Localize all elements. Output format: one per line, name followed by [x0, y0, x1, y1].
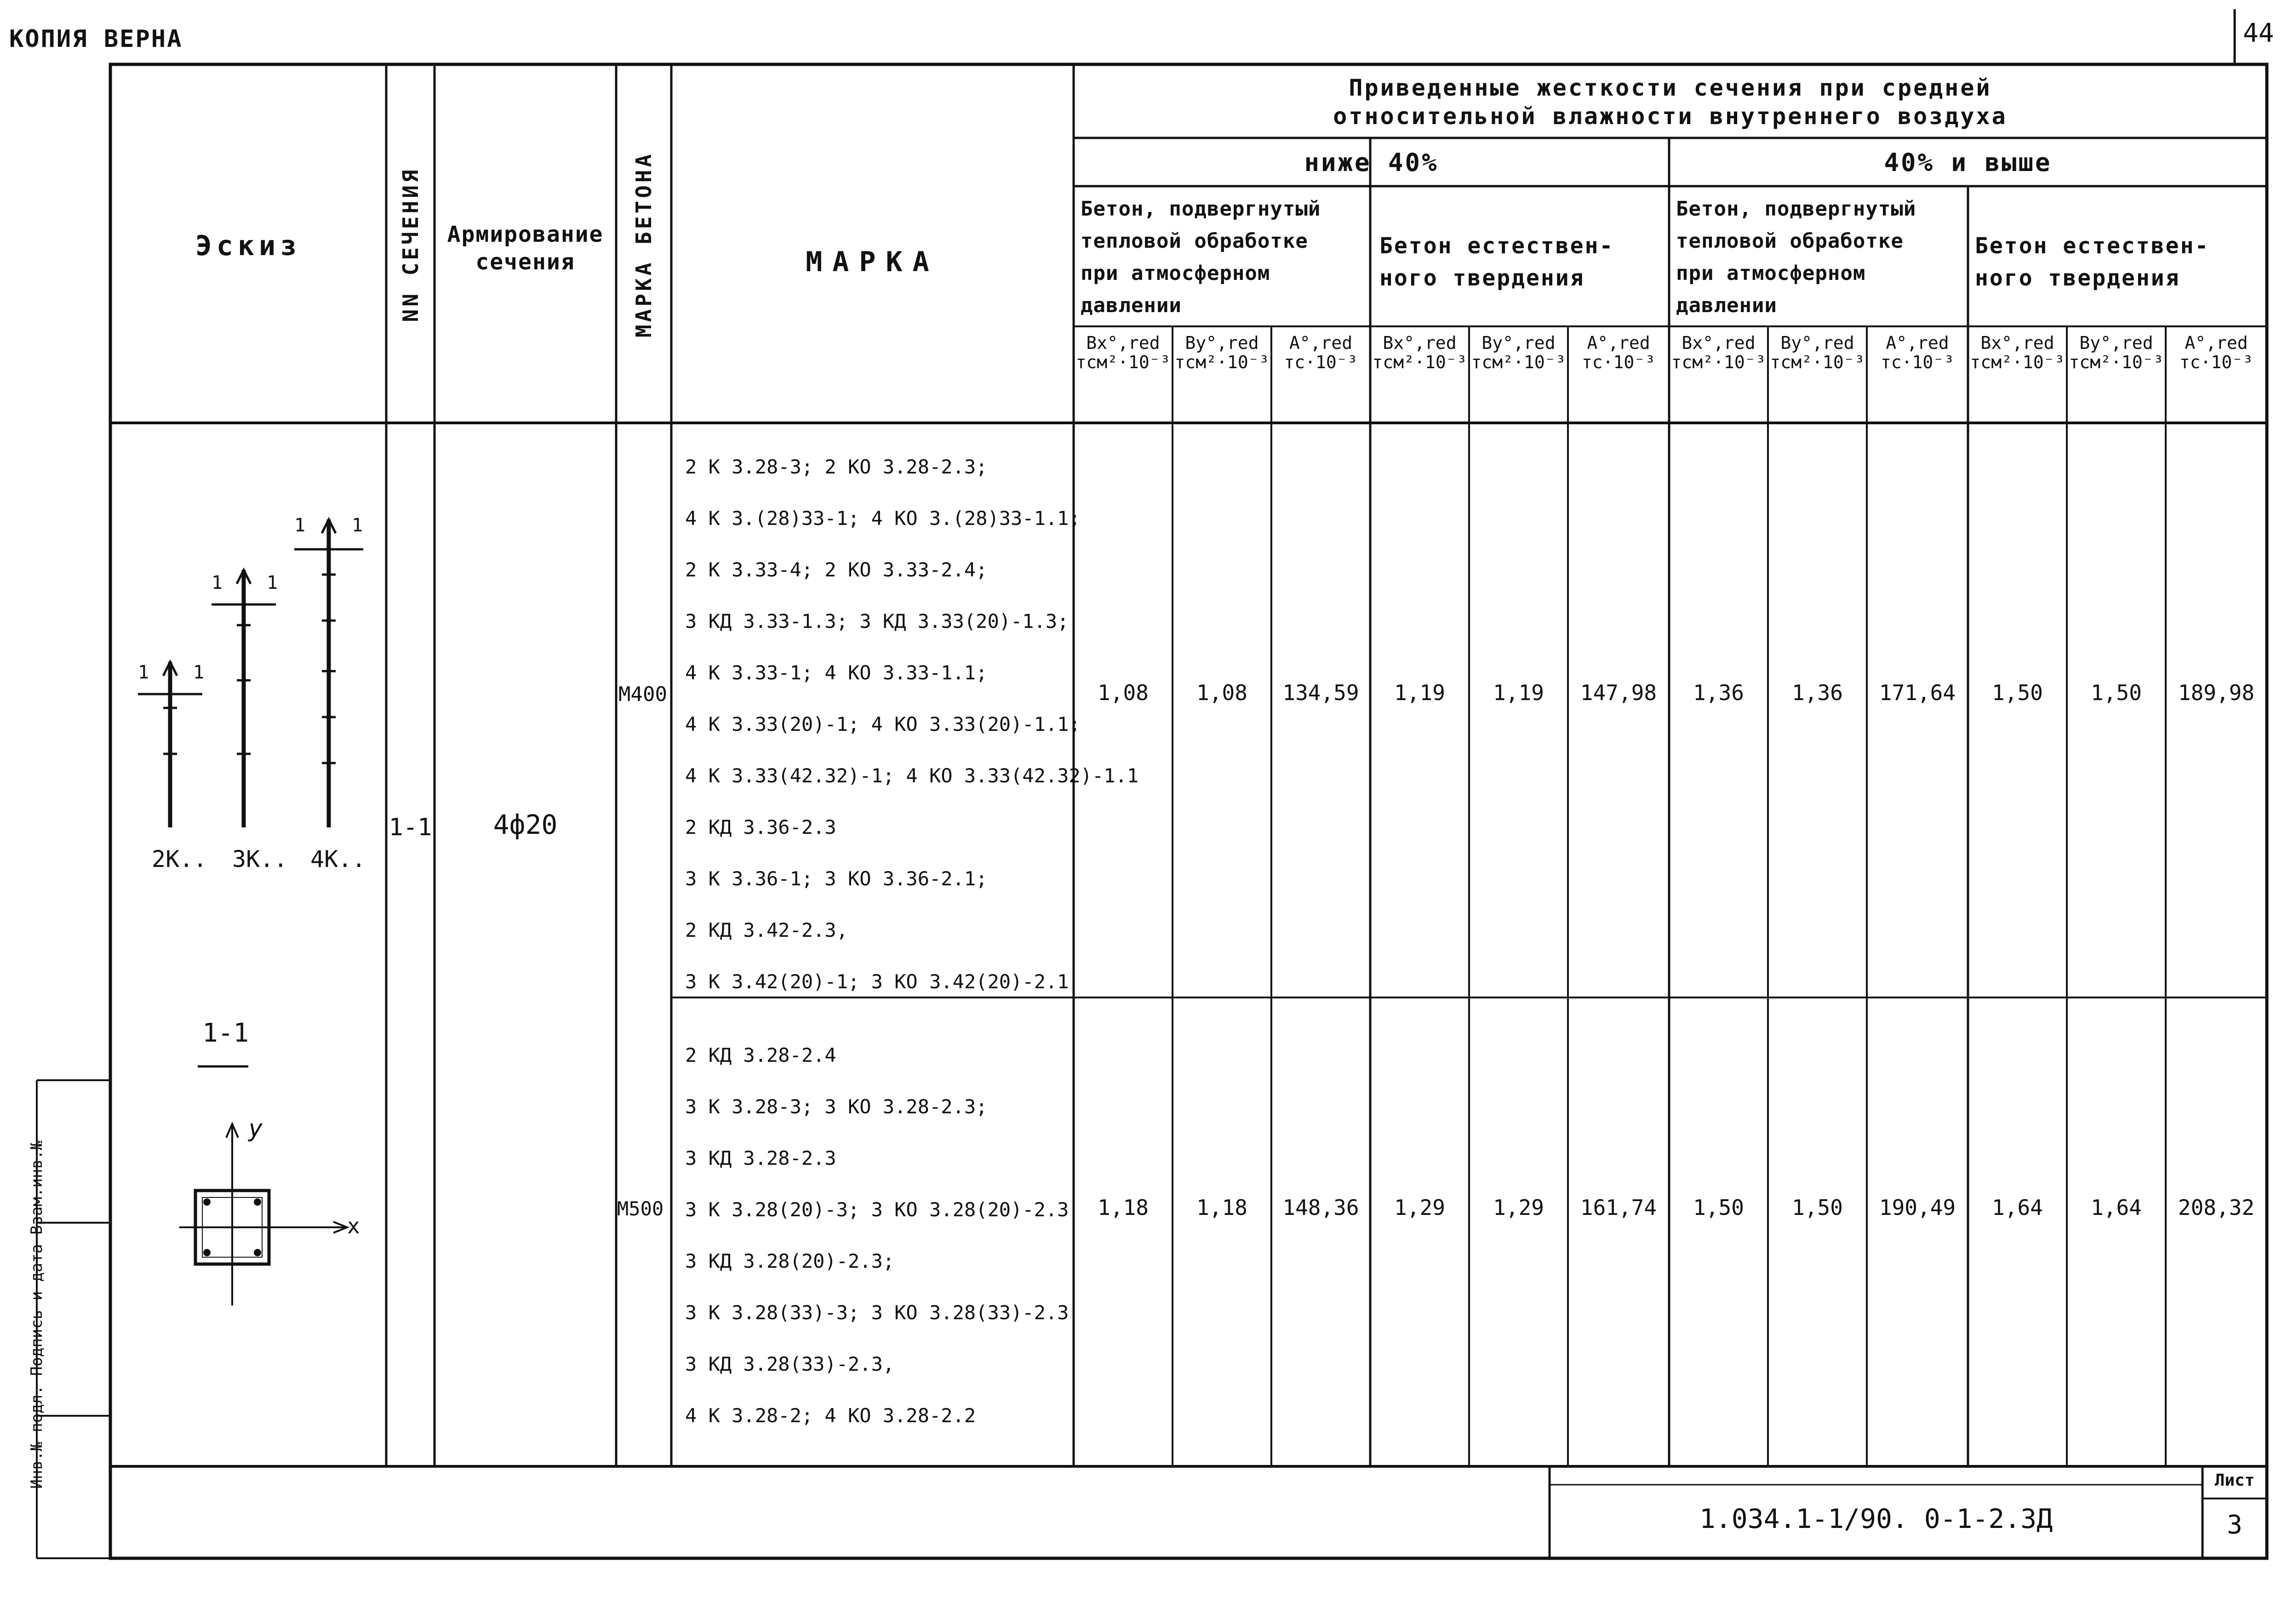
row-1-mark: 2 КД 3.42-2.3, — [685, 919, 848, 941]
subheader-heat-low-line-1: Бетон, подвергнутый — [1081, 197, 1321, 221]
row-1-grade: М400 — [618, 683, 667, 706]
subheader-heat-treated-high — [1676, 193, 1968, 322]
unit-cell: By°,red тсм²·10⁻³ — [2069, 333, 2164, 372]
row-2-value: 161,74 — [1580, 1195, 1657, 1220]
stamp-copy-true: КОПИЯ ВЕРНА — [9, 25, 183, 53]
page-corner-number: 44 — [2243, 18, 2274, 48]
row-1-value: 1,50 — [2091, 680, 2142, 705]
header-concrete-grade: МАРКА БЕТОНА — [631, 151, 656, 338]
row-2-value: 1,50 — [1792, 1195, 1843, 1220]
subheader-natural-low-line-2: ного твердения — [1379, 265, 1585, 291]
row-1-value: 147,98 — [1580, 680, 1657, 705]
unit-cell: By°,red тсм²·10⁻³ — [1770, 333, 1865, 372]
sketch-mark-3k: 1 — [212, 572, 223, 593]
row-1-mark: 3 К 3.42(20)-1; 3 КО 3.42(20)-2.1 — [685, 970, 1069, 993]
section-title: 1-1 — [202, 1018, 249, 1048]
row-1-mark: 2 КД 3.36-2.3 — [685, 816, 836, 838]
row-2-value: 1,50 — [1693, 1195, 1744, 1220]
subheader-heat-high-line-4: давлении — [1676, 294, 1777, 317]
row-1-mark: 2 К 3.28-3; 2 КО 3.28-2.3; — [685, 456, 988, 478]
row-2-value: 190,49 — [1879, 1195, 1956, 1220]
header-main-title — [1074, 74, 2267, 131]
header-section-no: NN СЕЧЕНИЯ — [398, 167, 423, 322]
sketch-mark-2k: 1 — [138, 662, 149, 683]
header-reinforcement-line-1: Армирование — [447, 222, 604, 247]
row-2-mark: 3 К 3.28(20)-3; 3 КО 3.28(20)-2.3 — [685, 1198, 1069, 1221]
row-1-value: 1,19 — [1493, 680, 1544, 705]
document-code: 1.034.1-1/90. 0-1-2.3Д — [1699, 1503, 2053, 1534]
subheader-heat-low-line-4: давлении — [1081, 294, 1182, 317]
row-1-value: 171,64 — [1879, 680, 1956, 705]
subheader-natural-high — [1975, 230, 2267, 294]
unit-cell: A°,red тс·10⁻³ — [2179, 333, 2254, 372]
row-1-value: 1,36 — [1792, 680, 1843, 705]
sheet-number: 3 — [2227, 1510, 2242, 1540]
row-2-value: 1,18 — [1196, 1195, 1247, 1220]
subheader-heat-high-line-2: тепловой обработке — [1676, 229, 1904, 253]
row-1-mark: 3 КД 3.33-1.3; 3 КД 3.33(20)-1.3; — [685, 610, 1069, 633]
row-1-value: 1,50 — [1992, 680, 2043, 705]
row-2-mark: 4 К 3.28-2; 4 КО 3.28-2.2 — [685, 1404, 976, 1427]
row-2-mark: 3 КД 3.28-2.3 — [685, 1147, 836, 1169]
row-1-value: 1,08 — [1098, 680, 1149, 705]
row-2-value: 1,64 — [1992, 1195, 2043, 1220]
row-2-mark: 3 КД 3.28(33)-2.3, — [685, 1353, 895, 1375]
row-2-marks — [685, 1030, 1069, 1442]
sketch-mark-3k-r: 1 — [267, 572, 278, 593]
row-1-value: 1,36 — [1693, 680, 1744, 705]
sketch-mark-4k: 1 — [294, 515, 306, 536]
subheader-heat-treated-low — [1081, 193, 1370, 322]
row-2-value: 1,18 — [1098, 1195, 1149, 1220]
row-2-mark: 2 КД 3.28-2.4 — [685, 1044, 836, 1066]
subheader-heat-high-line-3: при атмосферном — [1676, 262, 1866, 285]
row-1-mark: 3 К 3.36-1; 3 КО 3.36-2.1; — [685, 867, 988, 890]
reinforcement-cell: 4ф20 — [493, 809, 558, 840]
row-1-mark: 4 К 3.33(42.32)-1; 4 КО 3.33(42.32)-1.1 — [685, 764, 1139, 787]
unit-cell: By°,red тсм²·10⁻³ — [1471, 333, 1566, 372]
axis-x-label: x — [347, 1214, 360, 1238]
row-1-mark: 4 К 3.33-1; 4 КО 3.33-1.1; — [685, 661, 988, 684]
section-detail — [179, 1124, 347, 1305]
sketch-label-2k: 2К.. — [152, 846, 207, 872]
row-1-mark: 2 К 3.33-4; 2 КО 3.33-2.4; — [685, 558, 988, 581]
subheader-natural-high-line-1: Бетон естествен- — [1975, 233, 2210, 259]
header-main-title-line-2: относительной влажности внутреннего воздуха — [1333, 103, 2008, 130]
unit-cell: Bx°,red тсм²·10⁻³ — [1075, 333, 1171, 372]
section-number-cell: 1-1 — [389, 814, 432, 841]
unit-cell: Bx°,red тсм²·10⁻³ — [1671, 333, 1766, 372]
subheader-natural-low — [1379, 230, 1669, 294]
sketch-mark-2k-r: 1 — [193, 662, 205, 683]
unit-cell: Bx°,red тсм²·10⁻³ — [1372, 333, 1467, 372]
row-2-grade: М500 — [617, 1197, 664, 1220]
sheet-label: Лист — [2214, 1471, 2255, 1490]
row-2-value: 208,32 — [2178, 1195, 2255, 1220]
row-2-mark: 3 КД 3.28(20)-2.3; — [685, 1250, 895, 1272]
row-1-value: 189,98 — [2178, 680, 2255, 705]
row-2-value: 148,36 — [1282, 1195, 1359, 1220]
sketch-label-4k: 4К.. — [310, 846, 366, 872]
row-2-value: 1,64 — [2091, 1195, 2142, 1220]
sketch-label-3k: 3К.. — [232, 846, 288, 872]
header-mark: МАРКА — [806, 246, 939, 278]
row-1-mark: 4 К 3.33(20)-1; 4 КО 3.33(20)-1.1; — [685, 713, 1081, 735]
unit-cell: A°,red тс·10⁻³ — [1581, 333, 1656, 372]
unit-cell: Bx°,red тсм²·10⁻³ — [1970, 333, 2065, 372]
axis-y-label: y — [248, 1115, 263, 1142]
unit-cell: By°,red тсм²·10⁻³ — [1174, 333, 1270, 372]
header-reinforcement-line-2: сечения — [475, 249, 575, 275]
subheader-natural-low-line-1: Бетон естествен- — [1379, 233, 1614, 259]
header-group-40-and-above: 40% и выше — [1884, 148, 2052, 177]
subheader-heat-low-line-2: тепловой обработке — [1081, 229, 1308, 253]
header-main-title-line-1: Приведенные жесткости сечения при средней — [1349, 74, 1992, 101]
header-reinforcement — [435, 221, 616, 276]
sketch-mark-4k-r: 1 — [352, 515, 363, 536]
row-2-value: 1,29 — [1394, 1195, 1445, 1220]
header-group-below-40: ниже 40% — [1304, 148, 1439, 177]
row-2-mark: 3 К 3.28-3; 3 КО 3.28-2.3; — [685, 1095, 988, 1118]
row-2-mark: 3 К 3.28(33)-3; 3 КО 3.28(33)-2.3 — [685, 1301, 1069, 1324]
subheader-heat-high-line-1: Бетон, подвергнутый — [1676, 197, 1916, 221]
header-sketch: Эскиз — [195, 230, 302, 262]
unit-cell: A°,red тс·10⁻³ — [1880, 333, 1955, 372]
row-1-value: 1,08 — [1196, 680, 1247, 705]
row-1-marks — [685, 441, 1138, 1008]
subheader-natural-high-line-2: ного твердения — [1975, 265, 2180, 291]
row-2-value: 1,29 — [1493, 1195, 1544, 1220]
row-1-value: 134,59 — [1282, 680, 1359, 705]
row-1-value: 1,19 — [1394, 680, 1445, 705]
unit-cell: A°,red тс·10⁻³ — [1284, 333, 1358, 372]
subheader-heat-low-line-3: при атмосферном — [1081, 262, 1270, 285]
row-1-mark: 4 К 3.(28)33-1; 4 КО 3.(28)33-1.1; — [685, 507, 1081, 530]
side-binding-label: Инв.№ подл. Подпись и дата Взам.инв.№ — [28, 1140, 46, 1489]
